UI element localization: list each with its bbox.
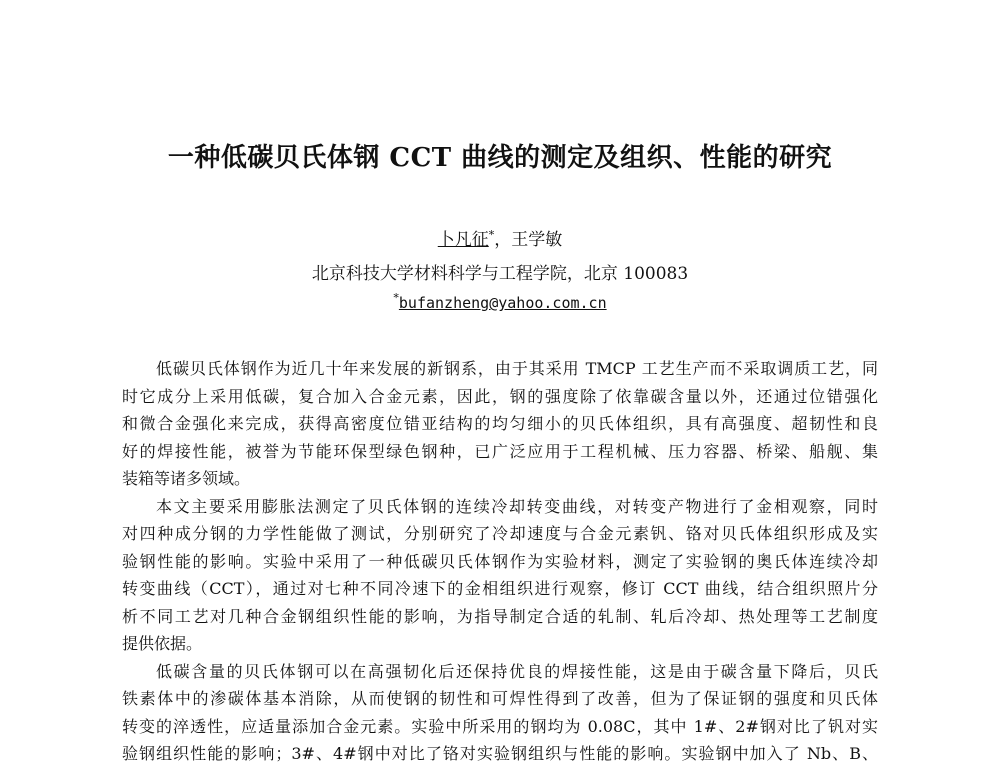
body-line: 装箱等诸多领域。 bbox=[122, 469, 251, 488]
body-line: 对四种成分钢的力学性能做了测试，分别研究了冷却速度与合金元素钒、铬对贝氏体组织形成及实 bbox=[122, 524, 878, 543]
body-line: 低碳含量的贝氏体钢可以在高强韧化后还保持优良的焊接性能，这是由于碳含量下降后，贝氏 bbox=[156, 661, 878, 681]
body-line: 好的焊接性能，被誉为节能环保型绿色钢种，已广泛应用于工程机械、压力容器、桥梁、船舰、集 bbox=[122, 441, 878, 461]
body-line: 铁素体中的渗碳体基本消除，从而使钢的韧性和可焊性得到了改善，但为了保证钢的强度和贝氏体 bbox=[122, 689, 878, 708]
affiliation: 北京科技大学材料科学与工程学院，北京 100083 bbox=[311, 264, 689, 284]
body-line: 验钢性能的影响。实验中采用了一种低碳贝氏体钢作为实验材料，测定了实验钢的奥氏体连续冷却 bbox=[122, 551, 878, 571]
email-line bbox=[0, 293, 1000, 312]
body-line: 析不同工艺对几种合金钢组织性能的影响，为指导制定合适的轧制、轧后冷却、热处理等工艺制度 bbox=[122, 606, 878, 626]
body-line: 提供依据。 bbox=[122, 634, 203, 653]
email-mark: * bbox=[393, 291, 399, 305]
body-line: 验钢组织性能的影响；3#、4#钢中对比了铬对实验钢组织与性能的影响。实验钢中加入了 Nb、B、 bbox=[122, 744, 878, 763]
body-line: 转变的淬透性，应适量添加合金元素。实验中所采用的钢均为 0.08C，其中 1#、2#钢对比了钒对实 bbox=[122, 716, 878, 736]
body-text bbox=[122, 355, 878, 768]
author-line bbox=[0, 225, 1000, 250]
body-line: 转变曲线（CCT），通过对七种不同冷速下的金相组织进行观察，修订 CCT 曲线，结合组织照片分 bbox=[122, 579, 878, 598]
body-line: 本文主要采用膨胀法测定了贝氏体钢的连续冷却转变曲线，对转变产物进行了金相观察，同时 bbox=[156, 496, 878, 516]
corresponding-author-mark: * bbox=[488, 228, 495, 242]
body-line: 和微合金强化来完成，获得高密度位错亚结构的均匀细小的贝氏体组织，具有高强度、超韧性和良 bbox=[122, 414, 878, 433]
body-line: 低碳贝氏体钢作为近几十年来发展的新钢系，由于其采用 TMCP 工艺生产而不采取调质工艺，同 bbox=[156, 359, 878, 378]
body-line: 时它成分上采用低碳，复合加入合金元素，因此，钢的强度除了依靠碳含量以外，还通过位错强化 bbox=[122, 386, 878, 406]
author-separator: ， bbox=[494, 230, 512, 250]
email-link[interactable]: bufanzheng@yahoo.com.cn bbox=[398, 294, 607, 312]
first-author: 卜凡征 bbox=[437, 230, 489, 250]
second-author: 王学敏 bbox=[511, 230, 563, 250]
paper-title: 一种低碳贝氏体钢 CCT 曲线的测定及组织、性能的研究 bbox=[167, 143, 833, 173]
